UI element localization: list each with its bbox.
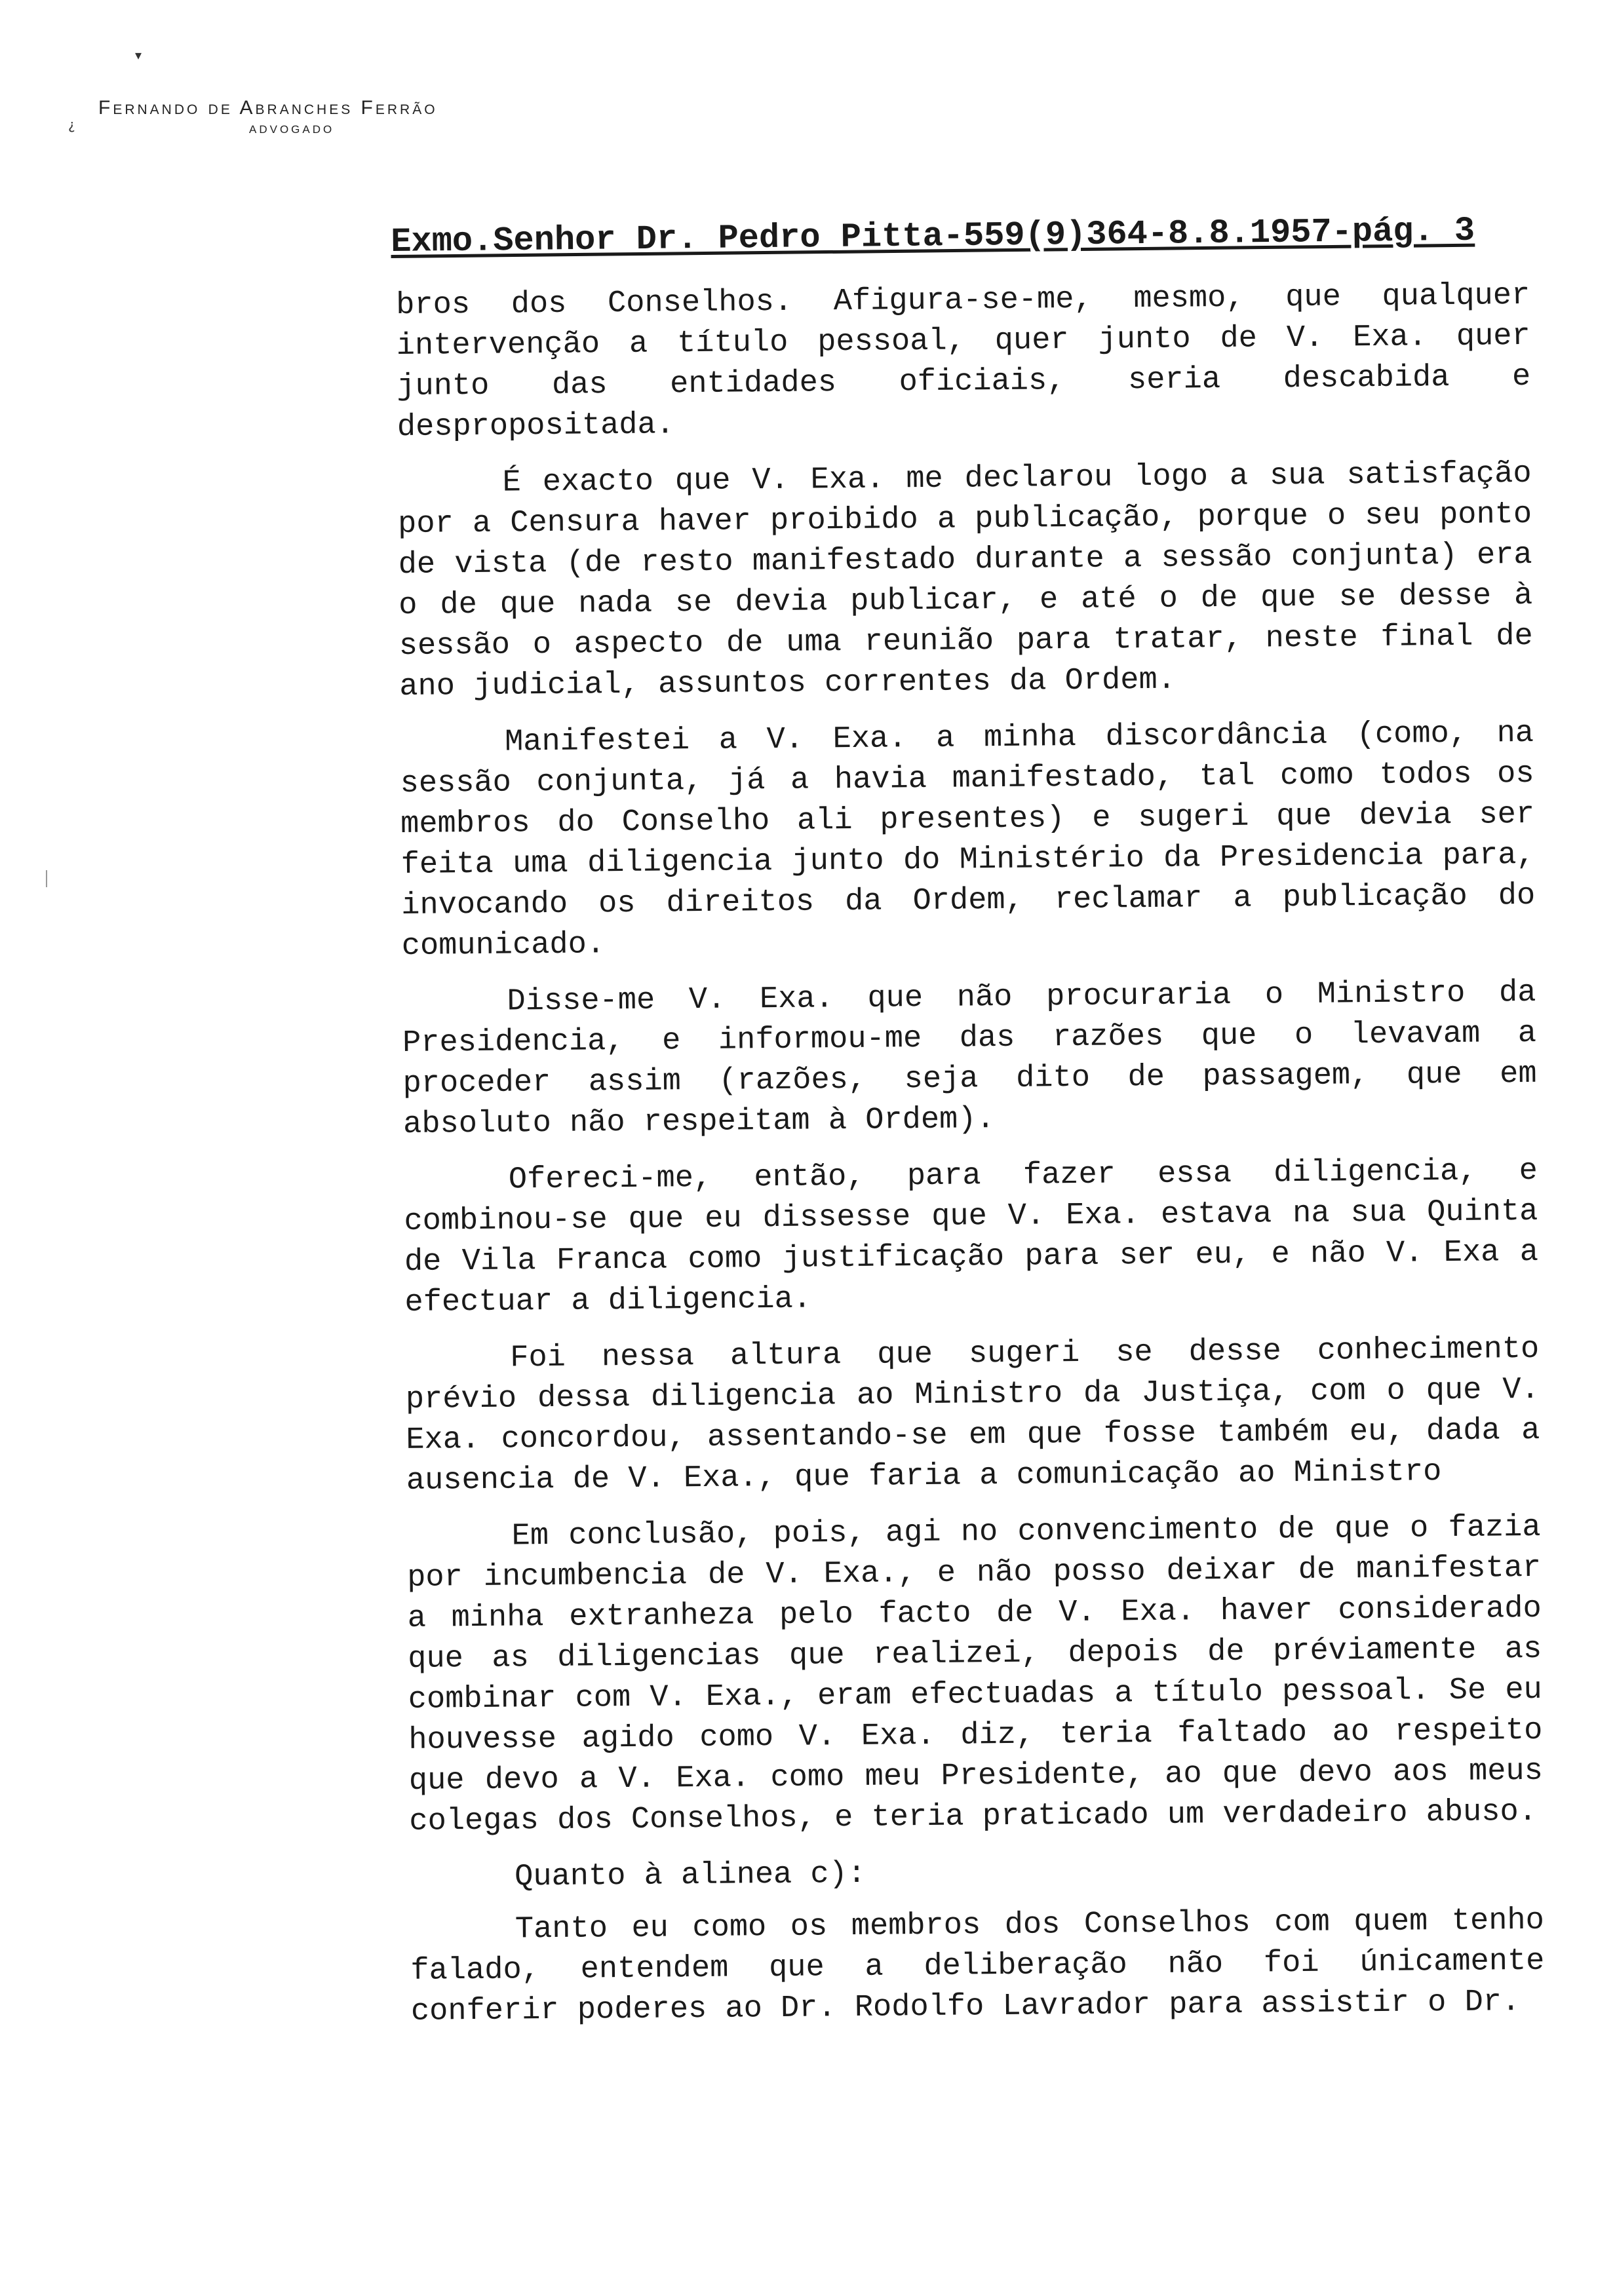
margin-mark xyxy=(46,870,50,887)
letterhead-name: Fernando de Abranches Ferrão xyxy=(98,97,438,119)
paragraph-7: Em conclusão, pois, agi no convencimento de que o fazia por incumbencia de V. Exa., e não posso deixar de manifestar a minha extranheza pelo facto de V. Exa. haver considerado que as diligencias que realizei, depois de préviamente as combinar com V. Exa., eram efectuadas a título pessoal. Se eu houvesse agido como V. Exa. diz, teria faltado ao respeito que devo a V. Exa. como meu Presidente, ao que devo aos meus colegas dos Conselhos, e teria praticado um verdadeiro abuso. xyxy=(406,1510,1544,1839)
paragraph-2: É exacto que V. Exa. me declarou logo a sua satisfação por a Censura haver proibido a publicação, porque o seu ponto de vista (de resto manifestado durante a sessão conjunta) era o de que nada se devia publicar, e até o de que se desse à sessão o aspecto de uma reunião para tratar, neste final de ano judicial, assuntos correntes da Ordem. xyxy=(397,456,1533,704)
section-heading-alinea-c: Quanto à alinea c): xyxy=(514,1856,866,1895)
ink-mark-left: ¿ xyxy=(68,117,75,132)
paragraph-6: Foi nessa altura que sugeri se desse conhecimento prévio dessa diligencia ao Ministro da Justiça, com o que V. Exa. concordou, assentando-se em que fosse também eu, dada a ausencia de V. Exa., que faria a comunicação ao Ministro xyxy=(405,1331,1540,1499)
paragraph-1: bros dos Conselhos. Afigura-se-me, mesmo, que qualquer intervenção a título pessoal, quer junto de V. Exa. quer junto das entidades oficiais, seria descabida e despropositada. xyxy=(396,278,1531,445)
letterhead xyxy=(98,97,438,136)
page-header: Exmo.Senhor Dr. Pedro Pitta-559(9)364-8.8.1957-pág. 3 xyxy=(391,211,1475,261)
paragraph-4: Disse-me V. Exa. que não procuraria o Ministro da Presidencia, e informou-me das razões que o levavam a proceder assim (razões, seja dito de passagem, que em absoluto não respeitam à Ordem). xyxy=(402,975,1537,1142)
paragraph-8: Tanto eu como os membros dos Conselhos com quem tenho falado, entendem que a deliberação não foi únicamente conferir poderes ao Dr. Rodolfo Lavrador para assistir o Dr. xyxy=(410,1903,1545,2029)
paragraph-5: Ofereci-me, então, para fazer essa diligencia, e combinou-se que eu dissesse que V. Exa. estava na sua Quinta de Vila Franca como justificação para ser eu, e não V. Exa a efectuar a diligencia. xyxy=(404,1153,1539,1320)
letter-body xyxy=(396,276,1545,2048)
paragraph-3: Manifestei a V. Exa. a minha discordância (como, na sessão conjunta, já a havia manifestado, tal como todos os membros do Conselho ali presentes) e sugeri que devia ser feita uma diligencia junto do Ministério da Presidencia para, invocando os direitos da Ordem, reclamar a publicação do comunicado. xyxy=(400,716,1536,964)
letterhead-role: ADVOGADO xyxy=(249,123,335,136)
ink-mark-top: ▾ xyxy=(135,47,142,63)
